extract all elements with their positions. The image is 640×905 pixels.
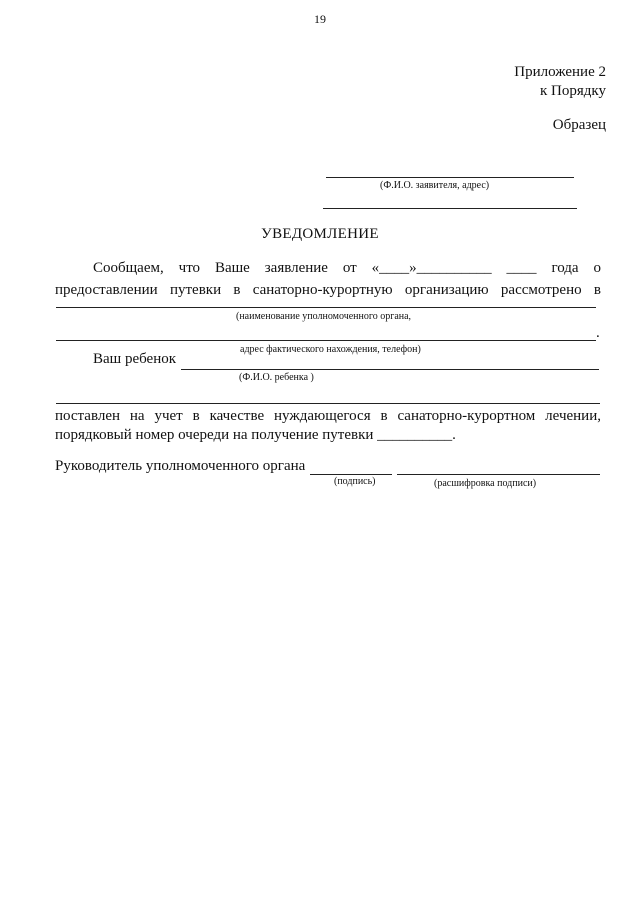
caption-signature-decoding: (расшифровка подписи)	[434, 478, 537, 489]
signature-decoding-line	[397, 474, 600, 475]
caption-org: (наименование уполномоченного органа,	[236, 311, 412, 322]
caption-signature: (подпись)	[334, 476, 376, 487]
org-name-line	[56, 307, 596, 308]
caption-address: адрес фактического нахождения, телефон)	[240, 344, 421, 355]
body-line-1: Сообщаем, что Ваше заявление от «____»__________ ____ года о	[93, 260, 601, 276]
applicant-name-line	[326, 177, 574, 178]
sample-label: Образец	[552, 117, 606, 133]
document-title: УВЕДОМЛЕНИЕ	[261, 226, 379, 242]
signature-label: Руководитель уполномоченного органа	[55, 458, 306, 474]
applicant-address-line	[323, 208, 577, 209]
child-label: Ваш ребенок	[93, 351, 177, 367]
signature-line	[310, 474, 392, 475]
child-extra-line	[56, 403, 600, 404]
body-line-4: порядковый номер очереди на получение путевки __________.	[55, 427, 456, 443]
page-number: 19	[314, 12, 326, 26]
applicant-caption: (Ф.И.О. заявителя, адрес)	[380, 180, 490, 191]
address-end-dot: .	[596, 325, 600, 341]
caption-child: (Ф.И.О. ребенка )	[239, 372, 314, 383]
body-line-2: предоставлении путевки в санаторно-курортную организацию рассмотрено в	[55, 282, 601, 298]
child-name-line	[181, 369, 599, 370]
appendix-line-1: Приложение 2	[514, 64, 606, 80]
appendix-line-2: к Порядку	[540, 83, 606, 99]
body-line-3: поставлен на учет в качестве нуждающегося в санаторно-курортном лечении,	[55, 408, 601, 424]
org-address-line	[56, 340, 596, 341]
